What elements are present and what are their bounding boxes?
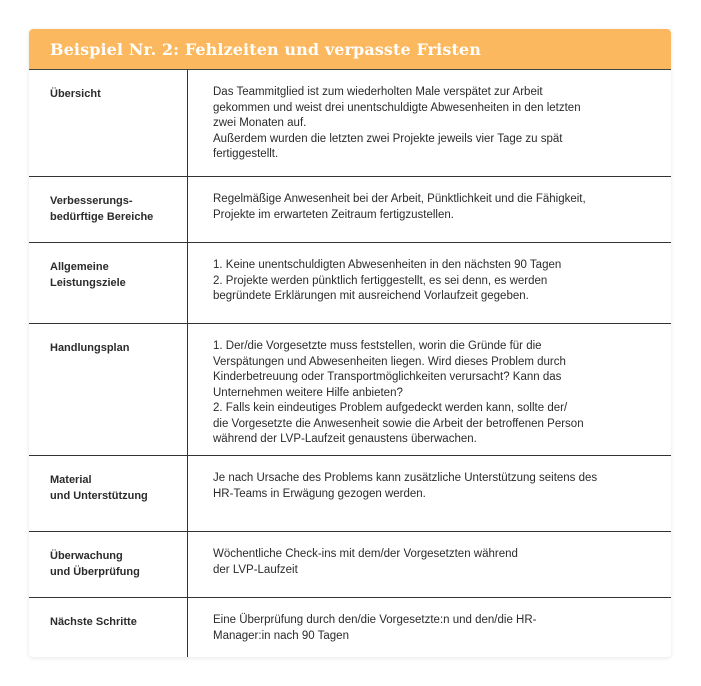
row-label-line: Nächste Schritte [50, 616, 137, 628]
table-row [29, 324, 671, 456]
row-value-line: Eine Überprüfung durch den/die Vorgesetzte:n und den/die HR- [213, 614, 537, 626]
row-value [188, 177, 671, 242]
row-value-line: die Vorgesetzte die Anwesenheit sowie die Arbeit der betroffenen Person [213, 417, 584, 430]
row-value-line: 2. Falls kein eindeutiges Problem aufgedeckt werden kann, sollte der/ [213, 402, 568, 414]
row-label-line: Handlungsplan [50, 342, 130, 354]
row-label-line: Verbesserungs- [50, 195, 133, 207]
row-value-line: Je nach Ursache des Problems kann zusätzliche Unterstützung seitens des [213, 472, 598, 484]
row-label-line: und Überprüfung [50, 566, 140, 578]
row-label-line: Übersicht [50, 88, 101, 100]
row-value-line: Verspätungen und Abwesenheiten liegen. Wird dieses Problem durch [213, 355, 566, 368]
row-value-line: 1. Der/die Vorgesetzte muss feststellen, worin die Gründe für die [213, 340, 542, 352]
row-label-line: und Unterstützung [50, 490, 148, 502]
table-row [29, 532, 671, 598]
row-value-line: Regelmäßige Anwesenheit bei der Arbeit, Pünktlichkeit und die Fähigkeit, [213, 193, 586, 205]
row-label-line: Material [50, 474, 92, 486]
table-row [29, 177, 671, 243]
row-label-line: bedürftige Bereiche [50, 211, 154, 223]
row-label [29, 532, 188, 597]
row-value-line: gekommen und weist drei unentschuldigte Abwesenheiten in den letzten [213, 101, 581, 114]
row-value-line: Das Teammitglied ist zum wiederholten Male verspätet zur Arbeit [213, 86, 543, 98]
row-label [29, 177, 188, 242]
row-value-line: Wöchentliche Check-ins mit dem/der Vorgesetzten während [213, 548, 518, 560]
row-value-line: 1. Keine unentschuldigten Abwesenheiten in den nächsten 90 Tagen [213, 259, 562, 271]
row-label-line: Überwachung [50, 550, 123, 562]
row-value [188, 70, 671, 176]
row-value-line: begründete Erklärungen mit ausreichend Vorlaufzeit gegeben. [213, 290, 529, 302]
row-value [188, 243, 671, 323]
row-value-line: HR-Teams in Erwägung gezogen werden. [213, 487, 426, 500]
table-row [29, 243, 671, 324]
plan-table [29, 70, 671, 657]
row-value-line: Projekte im erwarteten Zeitraum fertigzustellen. [213, 208, 454, 221]
table-row [29, 70, 671, 177]
table-row [29, 598, 671, 657]
row-value-line: Außerdem wurden die letzten zwei Projekte jeweils vier Tage zu spät [213, 132, 563, 145]
example-card [29, 29, 671, 657]
row-value [188, 456, 671, 531]
card-header [29, 29, 671, 70]
row-value [188, 324, 671, 455]
row-label [29, 598, 188, 657]
row-label [29, 70, 188, 176]
row-value-line: zwei Monaten auf. [213, 117, 307, 129]
row-label [29, 324, 188, 455]
row-value [188, 598, 671, 657]
row-value-line: Manager:in nach 90 Tagen [213, 629, 349, 642]
row-value-line: der LVP-Laufzeit [213, 563, 298, 576]
row-label-line: Allgemeine [50, 261, 109, 273]
row-value-line: 2. Projekte werden pünktlich fertiggestellt, es sei denn, es werden [213, 274, 548, 287]
row-value-line: während der LVP-Laufzeit genaustens überwachen. [213, 433, 477, 445]
row-value [188, 532, 671, 597]
row-value-line: Kinderbetreuung oder Transportmöglichkeiten verursacht? Kann das [213, 371, 562, 383]
row-label [29, 456, 188, 531]
table-row [29, 456, 671, 532]
row-label [29, 243, 188, 323]
card-title: Beispiel Nr. 2: Fehlzeiten und verpasste Fristen [50, 39, 481, 59]
row-value-line: fertiggestellt. [213, 148, 279, 160]
row-value-line: Unternehmen weitere Hilfe anbieten? [213, 386, 403, 399]
row-label-line: Leistungsziele [50, 277, 126, 289]
